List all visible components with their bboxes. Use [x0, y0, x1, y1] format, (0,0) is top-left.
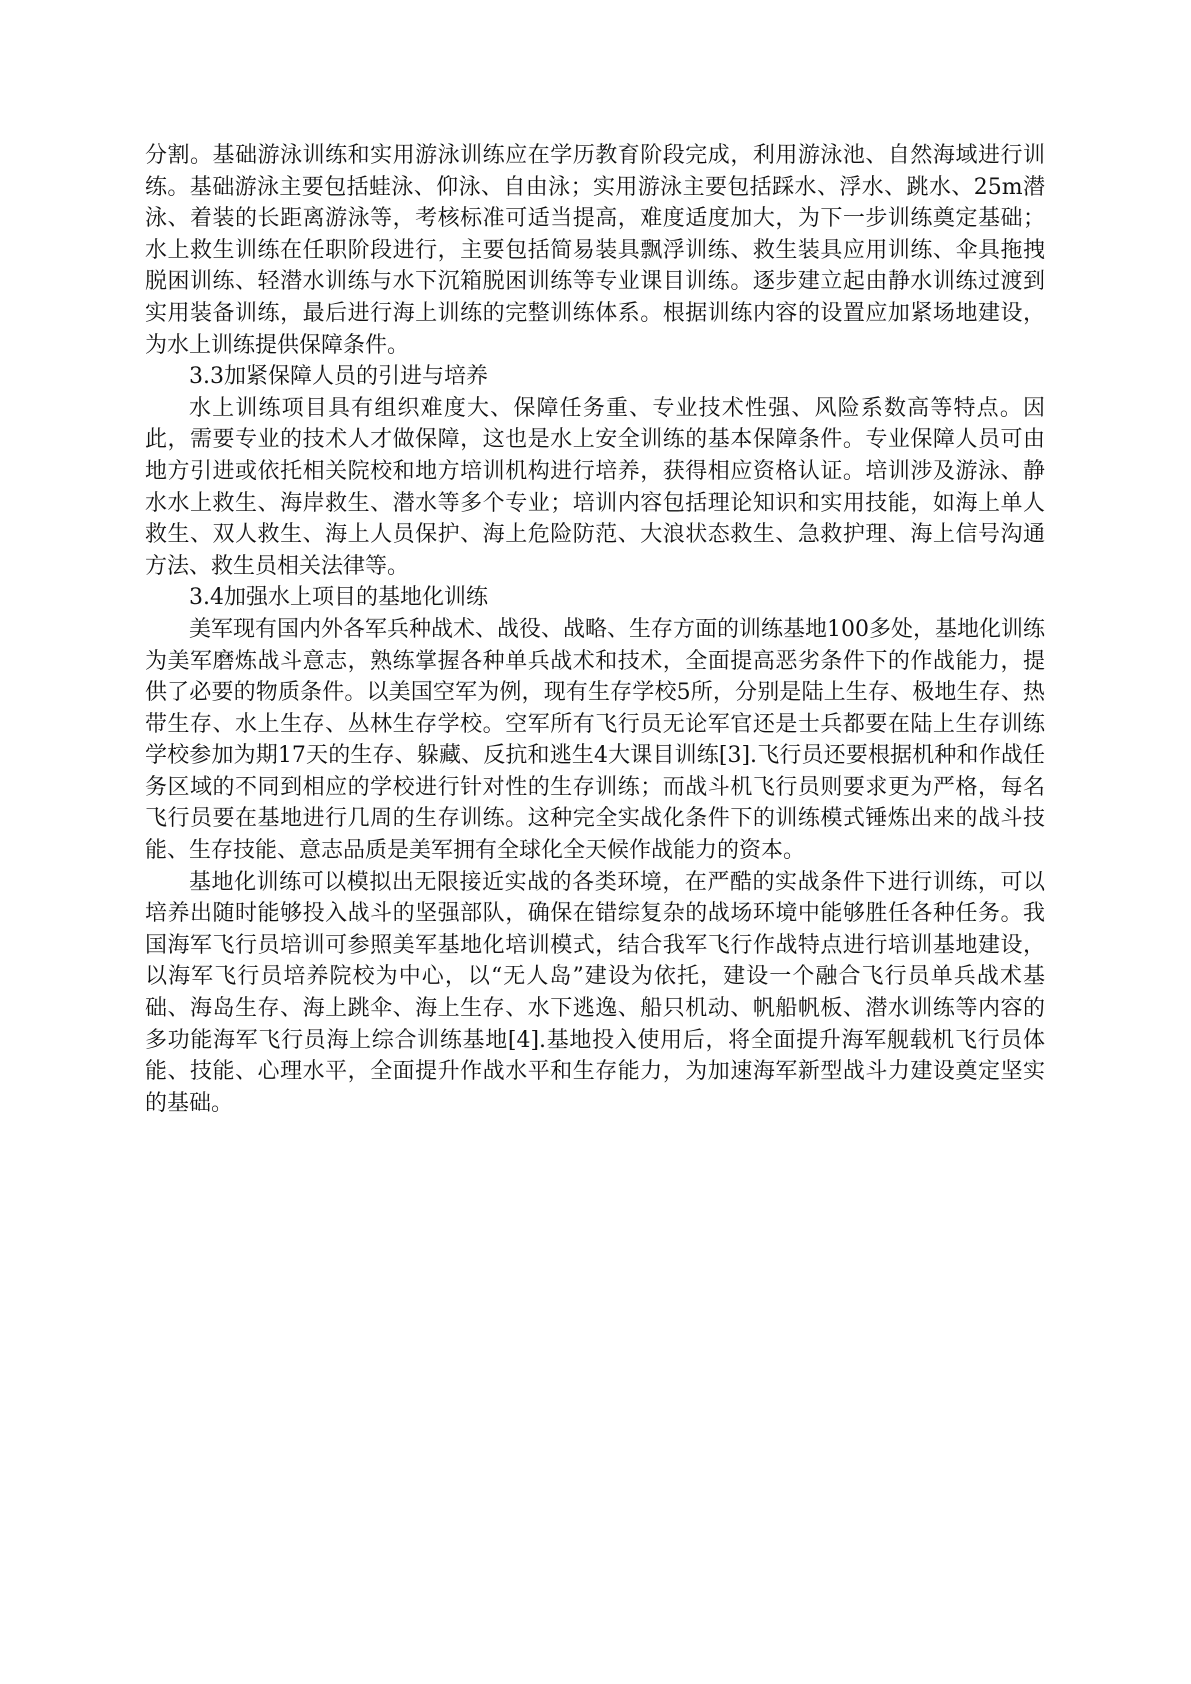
paragraph-support-personnel: 水上训练项目具有组织难度大、保障任务重、专业技术性强、风险系数高等特点。因此，需要专业的技术人才做保障，这也是水上安全训练的基本保障条件。专业保障人员可由地方引进或依托相关院校和地方培训机构进行培养，获得相应资格认证。培训涉及游泳、静水水上救生、海岸救生、潜水等多个专业；培训内容包括理论知识和实用技能，如海上单人救生、双人救生、海上人员保护、海上危险防范、大浪状态救生、急救护理、海上信号沟通方法、救生员相关法律等。 — [145, 395, 1045, 579]
paragraph-swimming-training: 分割。基础游泳训练和实用游泳训练应在学历教育阶段完成，利用游泳池、自然海域进行训练。基础游泳主要包括蛙泳、仰泳、自由泳；实用游泳主要包括踩水、浮水、跳水、25m潜泳、着装的长距离游泳等，考核标准可适当提高，难度适度加大，为下一步训练奠定基础；水上救生训练在任职阶段进行，主要包括简易装具飘浮训练、救生装具应用训练、伞具拖拽脱困训练、轻潜水训练与水下沉箱脱困训练等专业课目训练。逐步建立起由静水训练过渡到实用装备训练，最后进行海上训练的完整训练体系。根据训练内容的设置应加紧场地建设，为水上训练提供保障条件。 — [145, 143, 1045, 358]
document-page — [145, 140, 1045, 1119]
section-heading-3-4: 3.4加强水上项目的基地化训练 — [189, 585, 488, 611]
section-heading-3-3: 3.3加紧保障人员的引进与培养 — [189, 364, 488, 390]
paragraph-us-training-bases: 美军现有国内外各军兵种战术、战役、战略、生存方面的训练基地100多处，基地化训练为美军磨炼战斗意志，熟练掌握各种单兵战术和技术，全面提高恶劣条件下的作战能力，提供了必要的物质条件。以美国空军为例，现有生存学校5所，分别是陆上生存、极地生存、热带生存、水上生存、丛林生存学校。空军所有飞行员无论军官还是士兵都要在陆上生存训练学校参加为期17天的生存、躲藏、反抗和逃生4大课目训练[3].飞行员还要根据机种和作战任务区域的不同到相应的学校进行针对性的生存训练；而战斗机飞行员则要求更为严格，每名飞行员要在基地进行几周的生存训练。这种完全实战化条件下的训练模式锤炼出来的战斗技能、生存技能、意志品质是美军拥有全球化全天候作战能力的资本。 — [145, 616, 1045, 864]
paragraph-base-training-plan: 基地化训练可以模拟出无限接近实战的各类环境，在严酷的实战条件下进行训练，可以培养出随时能够投入战斗的坚强部队，确保在错综复杂的战场环境中能够胜任各种任务。我国海军飞行员培训可参照美军基地化培训模式，结合我军飞行作战特点进行培训基地建设，以海军飞行员培养院校为中心，以“无人岛”建设为依托，建设一个融合飞行员单兵战术基础、海岛生存、海上跳伞、海上生存、水下逃逸、船只机动、帆船帆板、潜水训练等内容的多功能海军飞行员海上综合训练基地[4].基地投入使用后，将全面提升海军舰载机飞行员体能、技能、心理水平，全面提升作战水平和生存能力，为加速海军新型战斗力建设奠定坚实的基础。 — [145, 869, 1045, 1116]
